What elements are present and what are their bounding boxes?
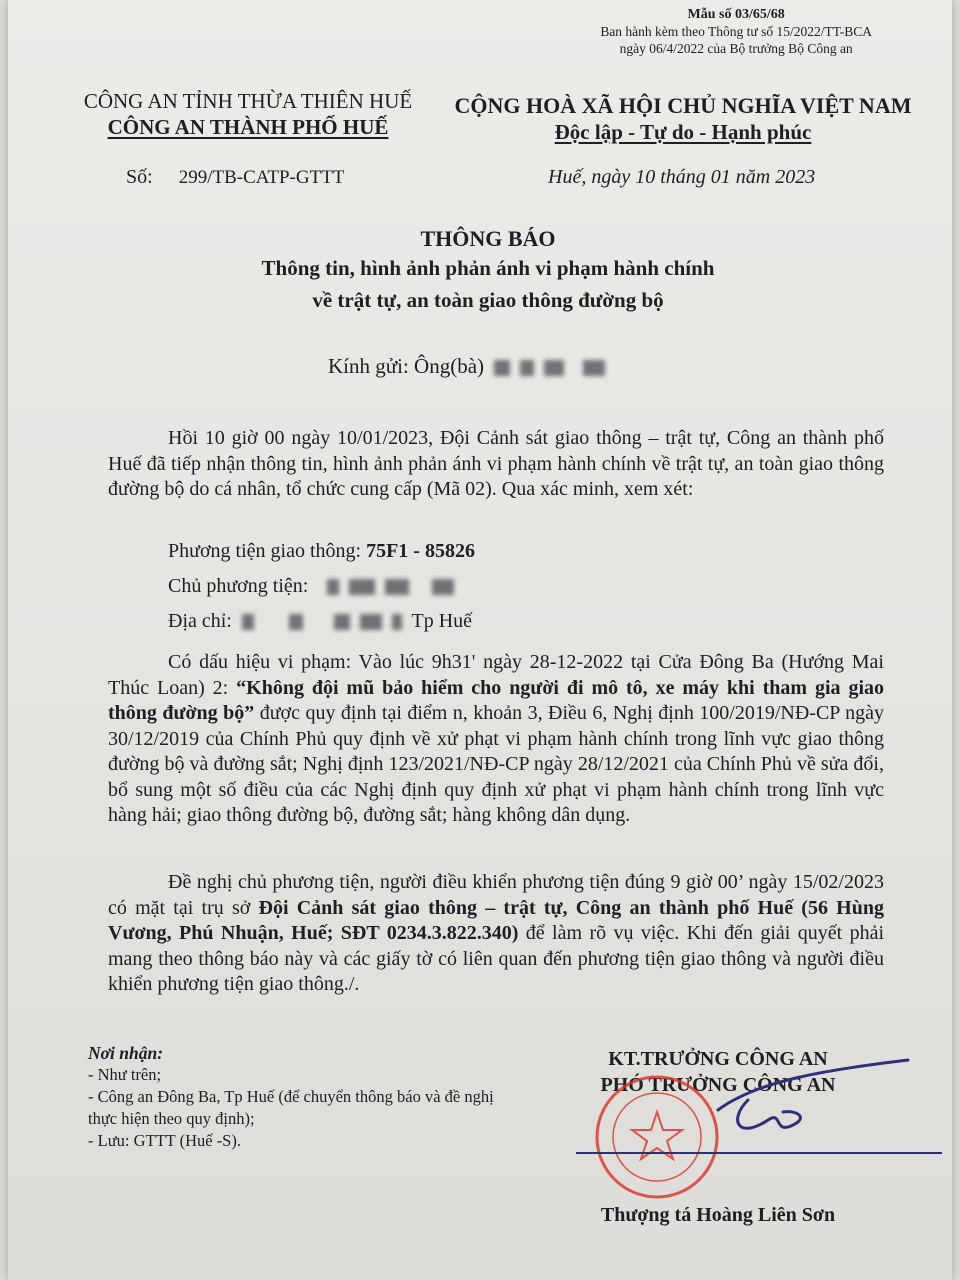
request-rest: để làm rõ vụ việc. Khi đến giải quyết phải mang theo thông báo này và các giấy tờ có liên quan đến phương tiện giao thông và người điều khiển phương tiện giao thông./. [108, 922, 884, 995]
redacted-name [494, 360, 510, 376]
address-label: Địa chỉ: [168, 610, 232, 632]
address-city: Tp Huế [411, 610, 473, 632]
violation-legal-basis: được quy định tại điểm n, khoản 3, Điều 6, Nghị định 100/2019/NĐ-CP ngày 30/12/2019 của Chính Phủ quy định về xử phạt vi phạm hành chính trong lĩnh vực giao thông đường bộ và đường sắt; Nghị định 123/2021/NĐ-CP ngày 28/12/2021 của Chính Phủ về sửa đổi, bổ sung một số điều của các Nghị định quy định xử phạt vi phạm hành chính trong lĩnh vực hàng hải; giao thông đường bộ, đường sắt; hàng không dân dụng. [108, 702, 884, 826]
form-issuance-line: Ban hành kèm theo Thông tư số 15/2022/TT-BCA [600, 24, 872, 39]
redacted-address [289, 614, 303, 630]
form-reference-note [600, 6, 872, 57]
recipient-item: - Lưu: GTTT (Huế -S). [88, 1131, 241, 1150]
form-number: Mẫu số 03/65/68 [687, 7, 785, 22]
owner-label: Chủ phương tiện: [168, 575, 309, 597]
redacted-address [242, 614, 254, 630]
address-line [168, 610, 472, 633]
recipients-heading: Nơi nhận: [88, 1043, 164, 1063]
license-plate: 75F1 - 85826 [366, 540, 475, 562]
signature-title-line1: KT.TRƯỞNG CÔNG AN [608, 1048, 828, 1070]
owner-line [168, 575, 459, 598]
violation-intro: Có dấu hiệu vi phạm: Vào lúc 9h31' ngày 28-12-2022 tại Cửa Đông Ba (Hướng Mai Thúc Loan) 2: [108, 651, 884, 699]
redacted-address [360, 614, 382, 630]
signature-underline [576, 1152, 942, 1154]
vehicle-label: Phương tiện giao thông: [168, 540, 362, 562]
redacted-name [583, 360, 605, 376]
intro-paragraph: Hồi 10 giờ 00 ngày 10/01/2023, Đội Cảnh sát giao thông – trật tự, Công an thành phố Huế đã tiếp nhận thông tin, hình ảnh phản ánh vi phạm hành chính về trật tự, an toàn giao thông đường bộ do cá nhân, tổ chức cung cấp (Mã 02). Qua xác minh, xem xét: [108, 427, 884, 500]
recipients-block [88, 1042, 518, 1152]
violation-description: “Không đội mũ bảo hiểm cho người đi mô tô, xe máy khi tham gia giao thông đường bộ” [108, 676, 885, 724]
document-number-label: Số: [126, 166, 153, 188]
country-name: CỘNG HOÀ XÃ HỘI CHỦ NGHĨA VIỆT NAM [454, 93, 912, 118]
redacted-address [334, 614, 350, 630]
document-page [8, 0, 952, 1280]
form-issuance-date: ngày 06/4/2022 của Bộ trưởng Bộ Công an [619, 41, 853, 56]
document-number-value: 299/TB-CATP-GTTT [178, 167, 345, 188]
redacted-owner [327, 579, 339, 595]
document-title: THÔNG BÁO [420, 226, 556, 251]
recipient-item: - Như trên; [88, 1065, 162, 1084]
redacted-owner [385, 579, 409, 595]
parent-agency: CÔNG AN TỈNH THỪA THIÊN HUẾ [83, 89, 413, 113]
agency-name: CÔNG AN THÀNH PHỐ HUẾ [107, 115, 389, 139]
signature-title-line2: PHÓ TRƯỞNG CÔNG AN [600, 1074, 836, 1096]
salutation-label: Kính gửi: Ông(bà) [328, 354, 485, 378]
redacted-name [544, 360, 564, 376]
document-subtitle-1: Thông tin, hình ảnh phản ánh vi phạm hành chính [261, 256, 715, 280]
national-heading [448, 92, 918, 146]
document-number [126, 166, 344, 189]
redacted-address [392, 614, 402, 630]
signer-name: Thượng tá Hoàng Liên Sơn [600, 1204, 836, 1226]
national-motto: Độc lập - Tự do - Hạnh phúc [554, 120, 812, 144]
date-line: Huế, ngày 10 tháng 01 năm 2023 [548, 166, 816, 188]
redacted-owner [432, 579, 454, 595]
request-office: Đội Cảnh sát giao thông – trật tự, Công an thành phố Huế (56 Hùng Vương, Phú Nhuận, Huế; SĐT 0234.3.822.340) [108, 896, 884, 944]
issuing-agency [58, 88, 438, 140]
vehicle-line [168, 540, 475, 563]
redacted-name [520, 360, 534, 376]
redacted-owner [349, 579, 375, 595]
violation-paragraph [108, 650, 884, 829]
document-subtitle-2: về trật tự, an toàn giao thông đường bộ [312, 288, 664, 312]
recipient-item: - Công an Đông Ba, Tp Huế (để chuyển thông báo và đề nghị thực hiện theo quy định); [88, 1087, 494, 1128]
request-paragraph [108, 870, 884, 998]
request-intro: Đề nghị chủ phương tiện, người điều khiển phương tiện đúng 9 giờ 00’ ngày 15/02/2023 có mặt tại trụ sở [108, 871, 884, 919]
salutation [328, 354, 610, 379]
